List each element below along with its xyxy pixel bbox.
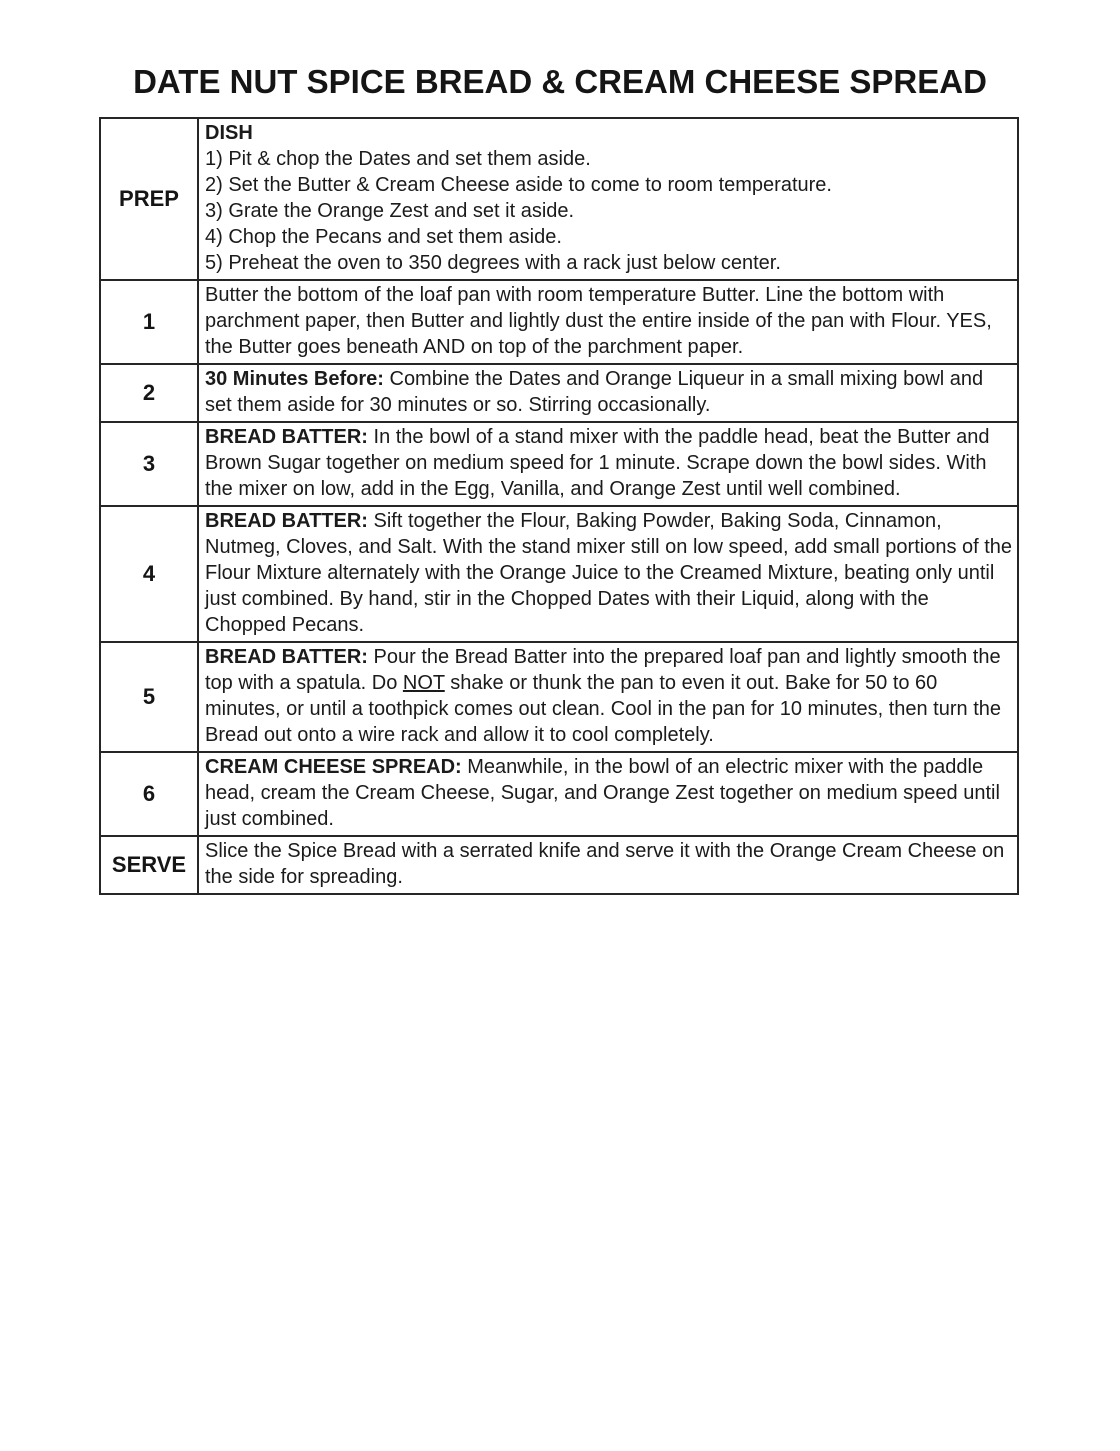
table-row-step-3 [100,422,1018,506]
table-row-step-1 [100,280,1018,364]
row-content-serve [198,836,1018,894]
row-content-prep [198,118,1018,280]
table-row-serve [100,836,1018,894]
step-5-text-before: Pour the Bread Batter into the prepared loaf pan and lightly smooth the top with a spatula. Do [205,646,1001,694]
prep-step-4: 4) Chop the Pecans and set them aside. [205,226,562,248]
table-row-step-2 [100,364,1018,422]
prep-step-2: 2) Set the Butter & Cream Cheese aside to come to room temperature. [205,174,832,196]
recipe-steps-table [99,117,1019,895]
row-content-2 [198,364,1018,422]
step-2-text: Combine the Dates and Orange Liqueur in a small mixing bowl and set them aside for 30 minutes or so. Stirring occasionally. [205,368,984,416]
prep-step-1: 1) Pit & chop the Dates and set them aside. [205,148,591,170]
table-row-prep [100,118,1018,280]
step-5-lead: BREAD BATTER: [205,646,368,668]
step-4-lead: BREAD BATTER: [205,510,368,532]
row-label-1: 1 [100,280,198,364]
prep-step-5: 5) Preheat the oven to 350 degrees with a rack just below center. [205,252,781,274]
row-label-prep: PREP [100,118,198,280]
row-label-5: 5 [100,642,198,752]
row-content-3 [198,422,1018,506]
step-1-text: Butter the bottom of the loaf pan with room temperature Butter. Line the bottom with parchment paper, then Butter and lightly dust the entire inside of the pan with Flour. YES, the Butter goes beneath AND on top of the parchment paper. [205,284,992,358]
step-3-lead: BREAD BATTER: [205,426,368,448]
step-6-lead: CREAM CHEESE SPREAD: [205,756,462,778]
serve-text: Slice the Spice Bread with a serrated knife and serve it with the Orange Cream Cheese on the side for spreading. [205,840,1005,888]
step-6-text: Meanwhile, in the bowl of an electric mixer with the paddle head, cream the Cream Cheese, Sugar, and Orange Zest together on medium speed until just combined. [205,756,1000,830]
prep-step-3: 3) Grate the Orange Zest and set it aside. [205,200,575,222]
row-label-6: 6 [100,752,198,836]
step-5-underlined-word: NOT [402,672,445,694]
row-content-1 [198,280,1018,364]
step-4-text: Sift together the Flour, Baking Powder, Baking Soda, Cinnamon, Nutmeg, Cloves, and Salt. With the stand mixer still on low speed, add small portions of the Flour Mixture alternately with the Orange Juice to the Creamed Mixture, beating only until just combined. By hand, stir in the Chopped Dates with their Liquid, along with the Chopped Pecans. [205,510,1013,636]
page-title: DATE NUT SPICE BREAD & CREAM CHEESE SPREAD [133,63,987,100]
table-row-step-6 [100,752,1018,836]
step-3-text: In the bowl of a stand mixer with the paddle head, beat the Butter and Brown Sugar together on medium speed for 1 minute. Scrape down the bowl sides. With the mixer on low, add in the Egg, Vanilla, and Orange Zest until well combined. [205,426,990,500]
row-label-serve: SERVE [100,836,198,894]
row-label-3: 3 [100,422,198,506]
row-label-2: 2 [100,364,198,422]
prep-heading: DISH [205,122,253,144]
row-content-5 [198,642,1018,752]
row-label-4: 4 [100,506,198,642]
row-content-6 [198,752,1018,836]
table-row-step-5 [100,642,1018,752]
step-5-text-after: shake or thunk the pan to even it out. Bake for 50 to 60 minutes, or until a toothpick comes out clean. Cool in the pan for 10 minutes, then turn the Bread out onto a wire rack and allow it to cool completely. [205,672,1002,746]
row-content-4 [198,506,1018,642]
table-row-step-4 [100,506,1018,642]
step-2-lead: 30 Minutes Before: [205,368,384,390]
